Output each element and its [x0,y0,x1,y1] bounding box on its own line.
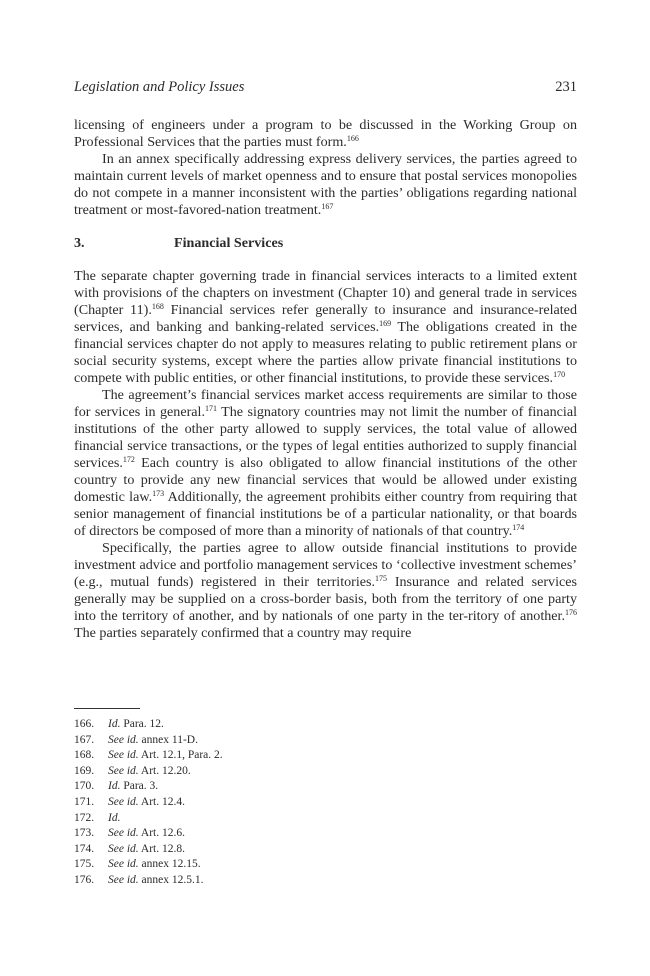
citation-detail: Art. 12.20. [138,764,191,777]
footnote-number: 172. [74,811,95,824]
footnote-ref[interactable]: 174 [512,523,525,532]
text: Specifically, the parties agree to allow outside financial institutions to provide investment advice and portfolio management services to ‘collective investment schemes’ (e.g., mutual funds) registered in their territories. [74,540,577,590]
citation-detail: Art. 12.8. [138,842,185,855]
footnote-ref[interactable]: 169 [379,319,392,328]
footnote [74,842,577,858]
citation: See id. [108,749,139,762]
paragraph [74,151,577,219]
footnote [74,826,577,842]
citation: See id. [108,873,139,886]
paragraph [74,387,577,540]
text: Financial services refer generally to insurance and insurance-related services, and banking and banking-related services. [74,302,577,335]
text: The obligations created in the financial services chapter do not apply to measures relating to public retirement plans or social security systems, except where the parties allow private financial institutions to compete with public entities, or other financial institutions, to provide these services. [74,319,577,386]
citation-detail: annex 12.5.1. [138,873,204,886]
citation: Id. [108,811,121,824]
footnote [74,748,577,764]
paragraph [74,540,577,642]
footnote [74,873,577,889]
citation: See id. [108,842,139,855]
footnote-ref[interactable]: 176 [565,608,577,617]
page-number: 231 [555,79,577,95]
footnote [74,811,577,827]
citation-detail: annex 11-D. [138,733,198,746]
text: Additionally, the agreement prohibits either country from requiring that senior management of financial institutions be of a particular nationality, or that boards of directors be composed of more than a minority of nationals of that country. [74,489,577,539]
footnote [74,733,577,749]
citation: Id. [108,718,121,730]
footnote-ref[interactable]: 168 [151,302,164,311]
citation: See id. [108,858,139,871]
running-title: Legislation and Policy Issues [74,79,245,95]
paragraph [74,268,577,387]
text: The separate chapter governing trade in financial services interacts to a limited extent with provisions of the chapters on investment (Chapter 10) and general trade in services (Chapter 11). [74,268,577,318]
footnote-number: 171. [74,795,95,808]
footnotes [74,708,577,889]
paragraph [74,117,577,151]
footnote-number: 170. [74,780,95,793]
citation-detail: Para. 12. [120,718,164,730]
citation-detail: Para. 3. [120,780,159,793]
footnote-ref[interactable]: 172 [122,455,135,464]
running-header [74,79,577,97]
section-title: Financial Services [174,235,284,251]
footnote-ref[interactable]: 167 [321,202,334,211]
citation-detail: Art. 12.4. [138,795,185,808]
footnote-number: 173. [74,827,95,840]
footnote-number: 175. [74,858,95,871]
section-number: 3. [74,235,85,251]
citation-detail: Art. 12.6. [138,827,185,840]
footnote [74,764,577,780]
footnote [74,779,577,795]
citation: See id. [108,764,139,777]
footnote-ref[interactable]: 170 [553,370,566,379]
footnote-number: 166. [74,718,95,730]
footnote-ref[interactable]: 166 [346,134,359,143]
text: The signatory countries may not limit the number of financial institutions of the other party allowed to supply services, the total value of allowed financial service transactions, or the types of legal entities authorized to supply financial services. [74,404,578,471]
text: licensing of engineers under a program to be discussed in the Working Group on Professional Services that the parties must form. [74,117,577,150]
text: The agreement’s financial services market access requirements are similar to those for services in general. [74,387,577,420]
footnote-number: 169. [74,764,95,777]
text: Each country is also obligated to allow financial institutions of the other country to provide any new financial services that would be allowed under existing domestic law. [74,455,577,505]
footnote-number: 168. [74,749,95,762]
text: The parties separately confirmed that a country may require [74,625,412,641]
footnote [74,717,577,733]
footnote-ref[interactable]: 175 [375,574,388,583]
citation: See id. [108,827,139,840]
section-heading [74,235,577,252]
footnote-ref[interactable]: 171 [205,404,217,413]
text: In an annex specifically addressing express delivery services, the parties agreed to maintain current levels of market openness and to ensure that postal services monopolies do not compete in a manner inconsistent with the parties’ obligations regarding national treatment or most-favored-nation treatment. [74,151,577,218]
citation: See id. [108,795,139,808]
footnote-rule [74,708,140,709]
citation-detail: annex 12.15. [138,858,201,871]
footnote-number: 167. [74,733,95,746]
citation: Id. [108,780,121,793]
page-body [74,79,577,642]
footnote [74,857,577,873]
citation: See id. [108,733,139,746]
footnote-number: 176. [74,873,95,886]
citation-detail: Art. 12.1, Para. 2. [138,749,223,762]
text: Insurance and related services generally may be supplied on a cross-border basis, both from the territory of one party into the territory of another, and by nationals of one party in the ter-ritory of another. [74,574,578,624]
footnote-number: 174. [74,842,95,855]
footnote-ref[interactable]: 173 [152,489,165,498]
footnote [74,795,577,811]
